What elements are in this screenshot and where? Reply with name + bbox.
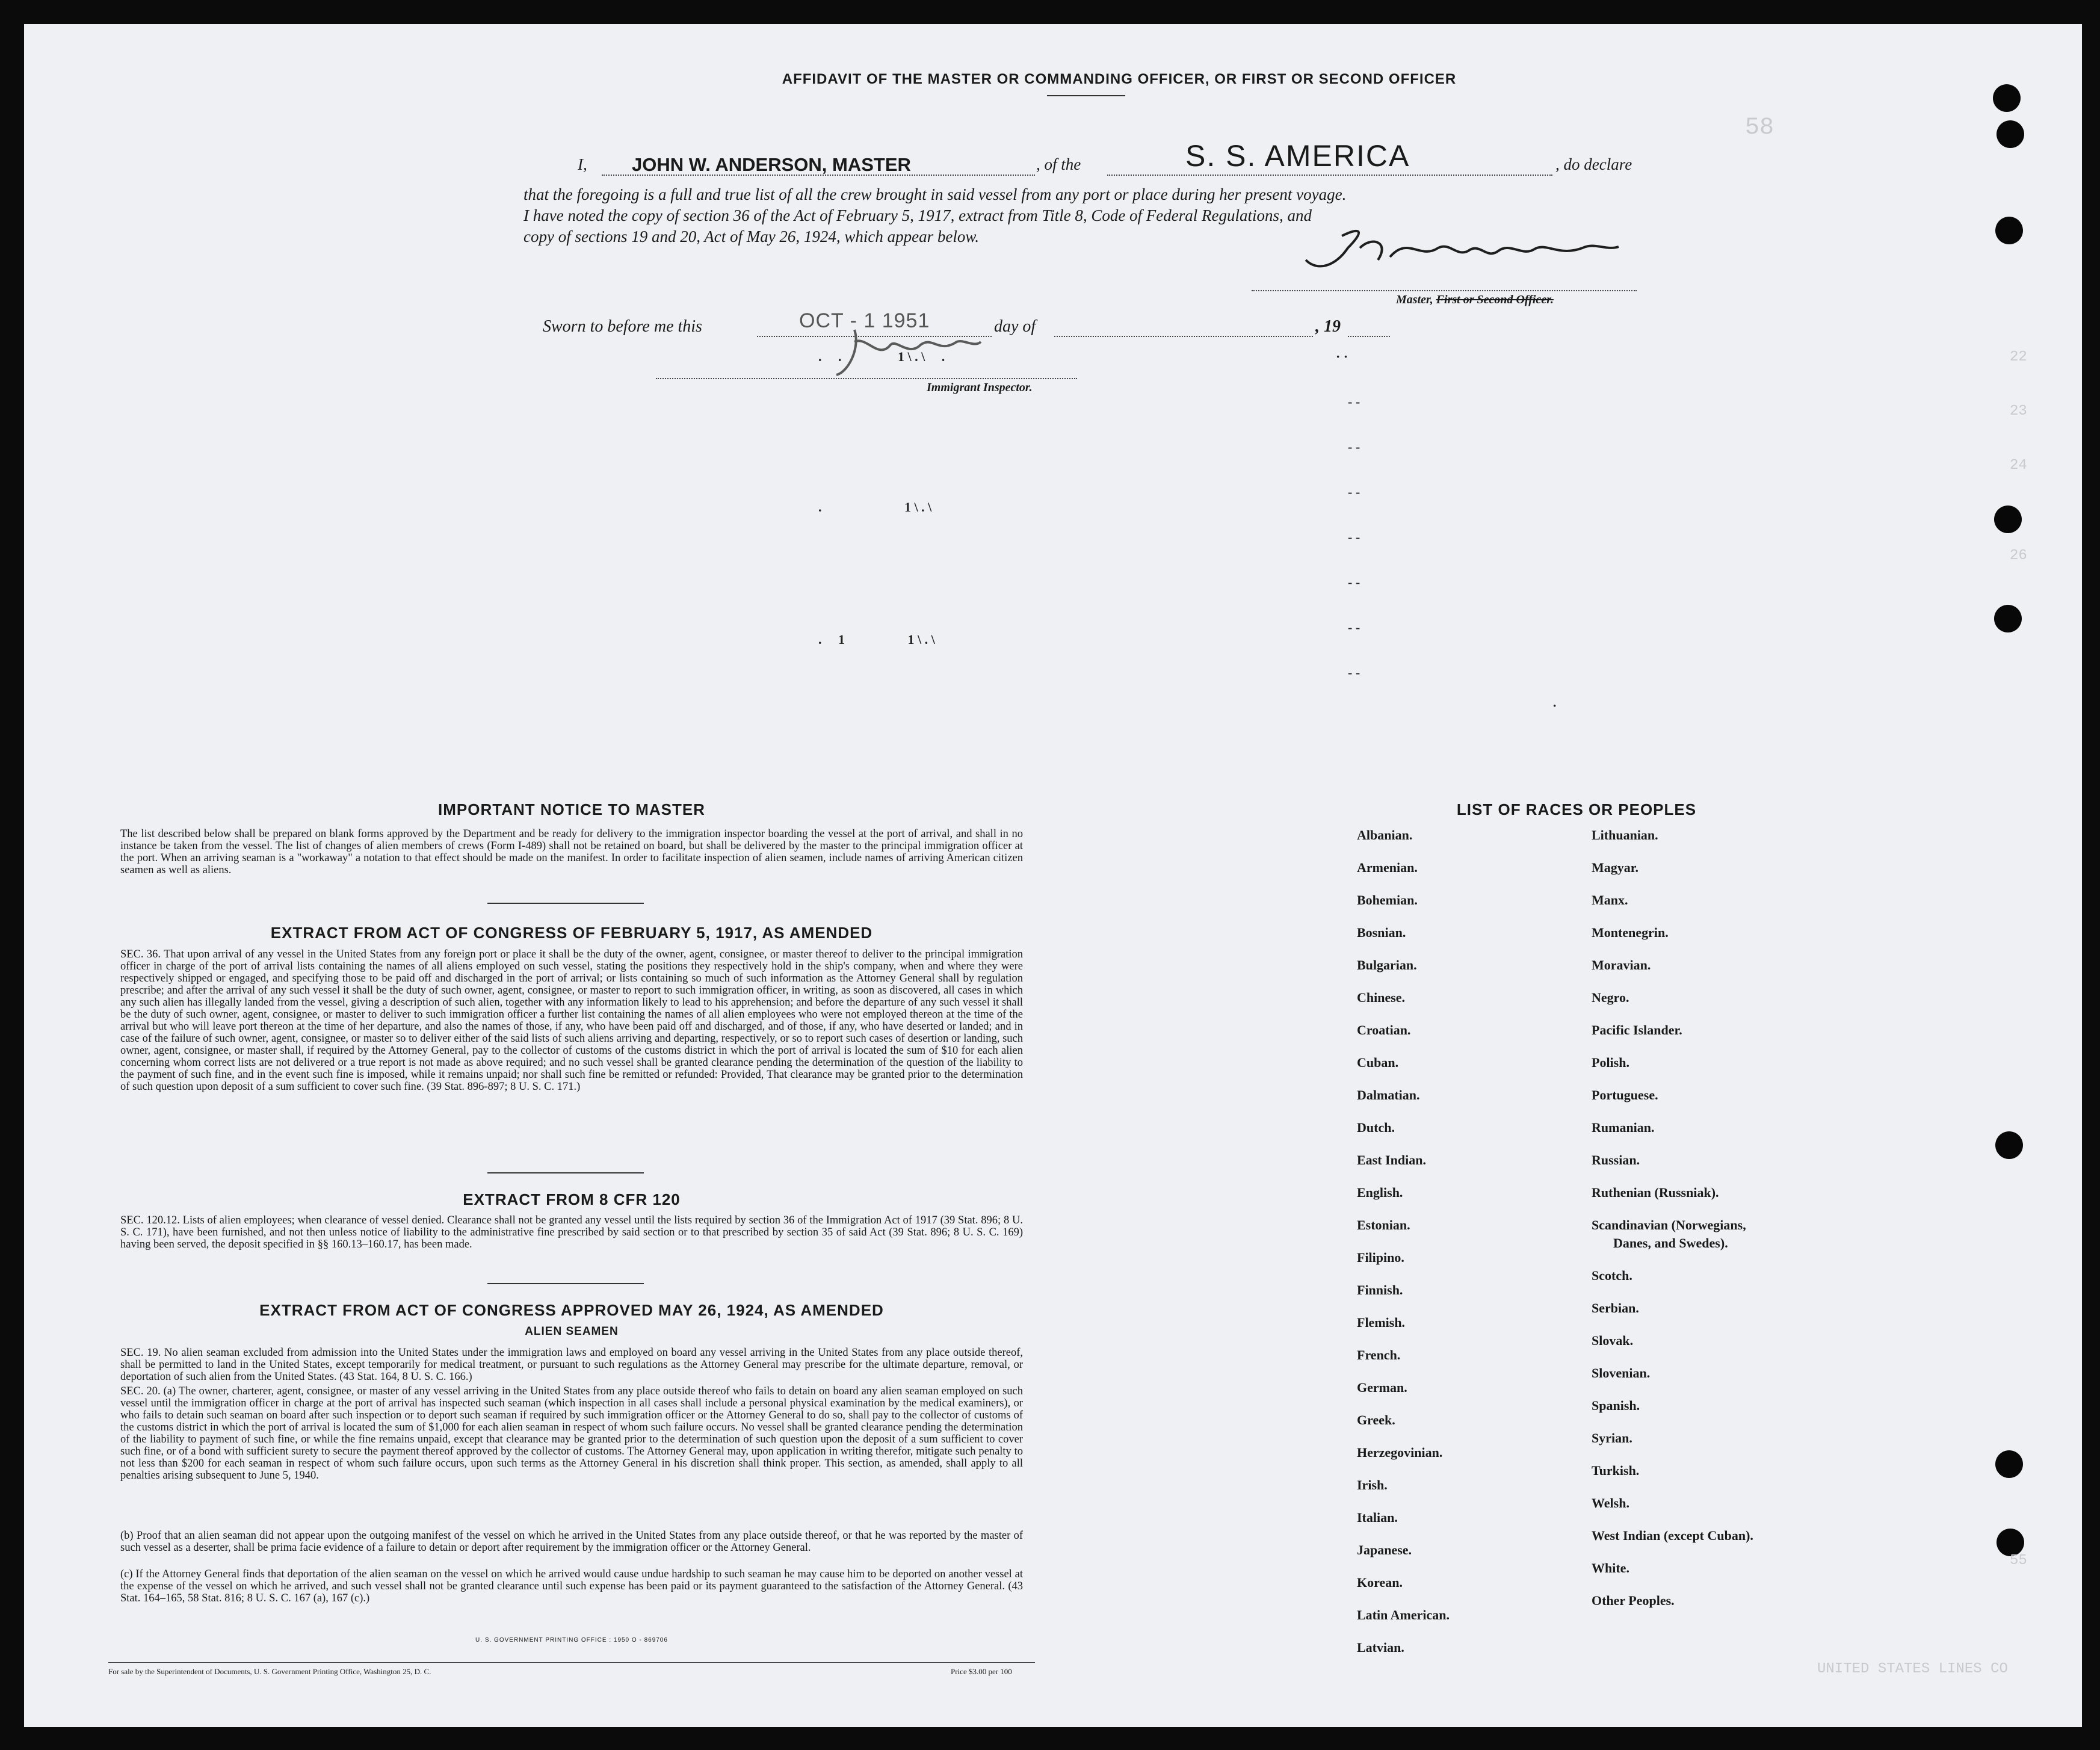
punch-hole: [1993, 84, 2021, 112]
stray-mark: . 1 \ . \: [818, 499, 932, 515]
do-declare-label: , do declare: [1555, 155, 1632, 173]
vessel-name: S. S. AMERICA: [1185, 139, 1410, 173]
race-item: Portuguese.: [1592, 1087, 1658, 1102]
stray-mark: - -: [1348, 530, 1360, 545]
stray-mark: - -: [1348, 394, 1360, 409]
affidavit-line-2: that the foregoing is a full and true list of all the crew brought in said vessel from any port or place during her present voyage.: [523, 185, 1347, 203]
punch-hole: [1995, 1450, 2023, 1478]
race-item: Ruthenian (Russniak).: [1592, 1185, 1719, 1200]
race-item: Armenian.: [1357, 860, 1418, 875]
race-item: Flemish.: [1357, 1315, 1406, 1330]
race-item: East Indian.: [1357, 1152, 1426, 1167]
punch-hole: [1994, 605, 2022, 632]
vessel-name-field: [1107, 139, 1552, 176]
race-item: Korean.: [1357, 1575, 1403, 1590]
master-signature-line: [1252, 266, 1637, 291]
i-label: I,: [578, 155, 587, 173]
race-item: Magyar.: [1592, 860, 1639, 875]
inspector-signature: [830, 324, 1011, 384]
race-item: Rumanian.: [1592, 1120, 1655, 1135]
affidavit-title: AFFIDAVIT OF THE MASTER OR COMMANDING OFFICER, OR FIRST OR SECOND OFFICER: [782, 71, 1457, 87]
bleed-through: UNITED STATES LINES CO: [1817, 1661, 2008, 1677]
inspector-caption: Immigrant Inspector.: [927, 381, 1033, 394]
race-item: Slovenian.: [1592, 1365, 1651, 1381]
stray-mark: ·: [1552, 698, 1557, 713]
race-item: Polish.: [1592, 1055, 1629, 1070]
race-item: Japanese.: [1357, 1542, 1412, 1557]
year-prefix: , 19: [1315, 317, 1341, 336]
bleed-through: 24: [2010, 457, 2027, 474]
title-divider: [1047, 95, 1125, 96]
bleed-through: 58: [1745, 114, 1774, 141]
struck-officer-text: First or Second Officer.: [1436, 293, 1554, 306]
race-item: Bulgarian.: [1357, 957, 1417, 972]
race-item: White.: [1592, 1560, 1629, 1575]
race-item: Croatian.: [1357, 1022, 1411, 1037]
master-name: JOHN W. ANDERSON, MASTER: [632, 154, 911, 175]
race-item: Russian.: [1592, 1152, 1640, 1167]
race-item: Turkish.: [1592, 1463, 1640, 1478]
race-item: French.: [1357, 1347, 1401, 1362]
race-item: Welsh.: [1592, 1495, 1629, 1510]
punch-hole: [1994, 506, 2022, 533]
stray-mark: . . 1 \ . \ .: [818, 349, 945, 364]
sworn-date-stamp: OCT - 1 1951: [799, 309, 930, 332]
bleed-through: 26: [2010, 548, 2027, 564]
stray-mark: - -: [1348, 620, 1360, 635]
race-item: Latin American.: [1357, 1607, 1450, 1622]
extract-1924-sec19: SEC. 19. No alien seaman excluded from admission into the United States under the immigration laws and employed on board any vessel arriving in the United States from any place outside thereof, shall be permitted to land in the United States, except temporarily for medical treatment, or pursuant to such regulations as the Attorney General may prescribe for the ultimate departure, removal, or deportation of such alien from the United States. (43 Stat. 164, 8 U. S. C. 166.): [120, 1347, 1023, 1383]
race-item: Bosnian.: [1357, 925, 1406, 940]
race-item: Irish.: [1357, 1477, 1388, 1492]
master-caption: Master, First or Second Officer.: [1396, 293, 1554, 306]
races-column-2: [1592, 826, 1856, 1624]
race-item: Bohemian.: [1357, 892, 1418, 907]
affidavit-line-3: I have noted the copy of section 36 of the Act of February 5, 1917, extract from Title 8, Code of Federal Regulations, and: [523, 206, 1312, 224]
bleed-through: 55: [2010, 1553, 2027, 1569]
section-divider: [487, 1283, 644, 1284]
stray-mark: · ·: [1336, 349, 1348, 364]
footer-rule: [108, 1662, 1035, 1663]
race-item: Lithuanian.: [1592, 827, 1658, 843]
extract-1917-body: SEC. 36. That upon arrival of any vessel in the United States from any foreign port or place it shall be the duty of the owner, agent, consignee, or master thereof to deliver to the principal immigration officer in charge of the port of arrival lists containing the names of all aliens employed on such vessel, stating the positions they respectively hold in the ship's company, when and where they were respectively shipped or engaged, and specifying those to be paid off and discharged in the port of arrival; or lists containing so much of such information as the Attorney General shall by regulation prescribe; and after the arrival of any such vessel it shall be the duty of such owner, agent, consignee, or master to report to such immigration officer, in writing, as soon as discovered, all cases in which any such alien has illegally landed from the vessel, giving a description of such alien, together with any information likely to lead to his apprehension; and before the departure of any such vessel it shall be the duty of such owner, agent, consignee, or master to deliver to such immigration officer a further list containing the names of all alien employees who were not employed thereon at the time of the arrival but who will leave port thereon at the time of her departure, and also the names of those, if any, who have been paid off and discharged, and of those, if any, who have deserted or landed; and in case of the failure of such owner, agent, consignee, or master so to deliver either of the said lists of such aliens arriving and departing, respectively, or so to report such cases of desertion or landing, such owner, agent, consignee, or master shall, if required by the Attorney General, pay to the collector of customs of the customs district in which the port of arrival is located the sum of $10 for each alien concerning whom correct lists are not delivered or a true report is not made as above required; and no such vessel shall be granted clearance pending the determination of the question of the liability to the payment of such fine, and in the event such fine is imposed, while it remains unpaid; nor shall such fine be remitted or refunded: Provided, That clearance may be granted prior to the determination of such question upon deposit of a sum sufficient to cover such fine. (39 Stat. 896-897; 8 U. S. C. 171.): [120, 948, 1023, 1093]
race-item: Syrian.: [1592, 1430, 1632, 1445]
race-item: Herzegovinian.: [1357, 1445, 1443, 1460]
document-page: [24, 24, 2082, 1727]
gpo-line: U. S. GOVERNMENT PRINTING OFFICE : 1950 O - 869706: [475, 1637, 668, 1643]
race-item: Albanian.: [1357, 827, 1413, 843]
race-item: Chinese.: [1357, 990, 1406, 1005]
inspector-signature-line: [656, 354, 1077, 379]
race-item: English.: [1357, 1185, 1403, 1200]
race-item: Scotch.: [1592, 1268, 1632, 1283]
section-divider: [487, 1172, 644, 1173]
race-item: Slovak.: [1592, 1333, 1634, 1348]
extract-1924-sec20c: (c) If the Attorney General finds that deportation of the alien seaman on the vessel on which he arrived would cause undue hardship to such seaman he may cause him to be deported on another vessel at the expense of the vessel on which he arrived, and such vessel shall not be granted clearance until such expense has been paid or its payment guaranteed to the satisfaction of the Attorney General. (43 Stat. 164–165, 58 Stat. 816; 8 U. S. C. 167 (a), 167 (c).): [120, 1568, 1023, 1604]
race-item: Moravian.: [1592, 957, 1651, 972]
race-item: Greek.: [1357, 1412, 1395, 1427]
extract-cfr-title: EXTRACT FROM 8 CFR 120: [463, 1190, 681, 1208]
race-item: German.: [1357, 1380, 1407, 1395]
punch-hole: [1995, 1131, 2023, 1159]
of-the-label: , of the: [1036, 155, 1081, 173]
race-item: Spanish.: [1592, 1398, 1640, 1413]
alien-seamen-subtitle: ALIEN SEAMEN: [525, 1325, 619, 1338]
affidavit-line-4: copy of sections 19 and 20, Act of May 26, 1924, which appear below.: [523, 227, 980, 246]
race-item: Manx.: [1592, 892, 1628, 907]
stray-mark: . 1 1 \ . \: [818, 632, 935, 647]
notice-body: The list described below shall be prepared on blank forms approved by the Department and be ready for delivery to the immigration inspector boarding the vessel at the port of arrival, and shall in no instance be taken from the vessel. The list of changes of alien members of crews (Form I-489) shall not be retained on board, but shall be delivered by the master to the principal immigration officer at the port. When an arriving seaman is a "workaway" a notation to that effect should be made on the manifest. In order to facilitate inspection of alien seamen, include names of arriving American citizen seamen as well as aliens.: [120, 828, 1023, 876]
punch-hole: [1997, 120, 2024, 148]
extract-1924-title: EXTRACT FROM ACT OF CONGRESS APPROVED MAY 26, 1924, AS AMENDED: [259, 1301, 884, 1319]
footer-price: Price $3.00 per 100: [951, 1667, 1012, 1676]
stray-mark: - -: [1348, 575, 1360, 590]
punch-hole: [1995, 217, 2023, 244]
stray-mark: - -: [1348, 439, 1360, 454]
race-item: Pacific Islander.: [1592, 1022, 1682, 1037]
year-field: [1348, 313, 1390, 337]
extract-1917-title: EXTRACT FROM ACT OF CONGRESS OF FEBRUARY 5, 1917, AS AMENDED: [270, 924, 873, 942]
races-column-1: [1357, 826, 1598, 1671]
race-item: Cuban.: [1357, 1055, 1399, 1070]
stray-mark: - -: [1348, 484, 1360, 499]
extract-cfr-body: SEC. 120.12. Lists of alien employees; when clearance of vessel denied. Clearance shall not be granted any vessel until the lists required by section 36 of the Immigration Act of 1917 (39 Stat. 896; 8 U. S. C. 171), have been furnished, and not then unless notice of liability to the administrative fine prescribed by said section or to that prescribed by section 35 of said Act (39 Stat. 896; 8 U. S. C. 169) having been served, the deposit specified in §§ 160.13–160.17, has been made.: [120, 1214, 1023, 1251]
race-item: Finnish.: [1357, 1282, 1403, 1297]
race-item: Negro.: [1592, 990, 1629, 1005]
footer-sale-text: For sale by the Superintendent of Documents, U. S. Government Printing Office, Washington 25, D. C.: [108, 1667, 431, 1676]
race-item: Estonian.: [1357, 1217, 1410, 1232]
race-item: Italian.: [1357, 1510, 1398, 1525]
race-item: Other Peoples.: [1592, 1593, 1675, 1608]
extract-1924-sec20b: (b) Proof that an alien seaman did not appear upon the outgoing manifest of the vessel on which he arrived in the United States from any place outside thereof, or that he was reported by the master of such vessel as a deserter, shall be prima facie evidence of a failure to detain or deport after requirement by the immigration officer or the Attorney General.: [120, 1530, 1023, 1554]
section-divider: [487, 903, 644, 904]
race-item: Filipino.: [1357, 1250, 1404, 1265]
master-name-field: [602, 154, 1035, 176]
bleed-through: 23: [2010, 403, 2027, 419]
race-item: Montenegrin.: [1592, 925, 1669, 940]
race-item: Latvian.: [1357, 1640, 1404, 1655]
race-item: Serbian.: [1592, 1300, 1639, 1316]
month-field: [1054, 313, 1313, 337]
bleed-through: 22: [2010, 349, 2027, 365]
race-item: Dutch.: [1357, 1120, 1395, 1135]
sworn-label: Sworn to before me this: [543, 317, 702, 336]
race-item: Dalmatian.: [1357, 1087, 1420, 1102]
notice-title: IMPORTANT NOTICE TO MASTER: [438, 800, 705, 818]
race-item: West Indian (except Cuban).: [1592, 1528, 1753, 1543]
master-signature: [1270, 224, 1655, 290]
race-item: Danes, and Swedes).: [1613, 1235, 1728, 1251]
stray-mark: - -: [1348, 665, 1360, 680]
race-item: Scandinavian (Norwegians,: [1592, 1217, 1746, 1232]
races-title: LIST OF RACES OR PEOPLES: [1456, 800, 1697, 818]
extract-1924-sec20a: SEC. 20. (a) The owner, charterer, agent, consignee, or master of any vessel arriving in the United States from any place outside thereof who fails to detain on board any alien seaman employed on such vessel until the immigration officer in charge at the port of arrival has inspected such seaman (which inspection in all cases shall include a personal physical examination by the medical examiners), or who fails to detain such seaman on board after such inspection or to deport such seaman if required by such immigration officer or the Attorney General to do so, shall pay to the collector of customs of the customs district in which the port of arrival is located the sum of $1,000 for each alien seaman in respect of whom such failure occurs. No vessel shall be granted clearance pending the determination of the liability to payment of such fine, or while the fine remains unpaid, except that clearance may be granted prior to the determination of such question upon the deposit of a sum sufficient to cover such fine, or of a bond with sufficient surety to secure the payment thereof approved by the collector of customs. The Attorney General may, upon application in writing therefor, mitigate such penalty to not less than $200 for each seaman in respect of whom such failure occurs, upon such terms as the Attorney General in his discretion shall think proper. This section, as amended, shall apply to all penalties arising subsequent to June 5, 1940.: [120, 1385, 1023, 1482]
day-of-label: day of: [994, 317, 1036, 336]
